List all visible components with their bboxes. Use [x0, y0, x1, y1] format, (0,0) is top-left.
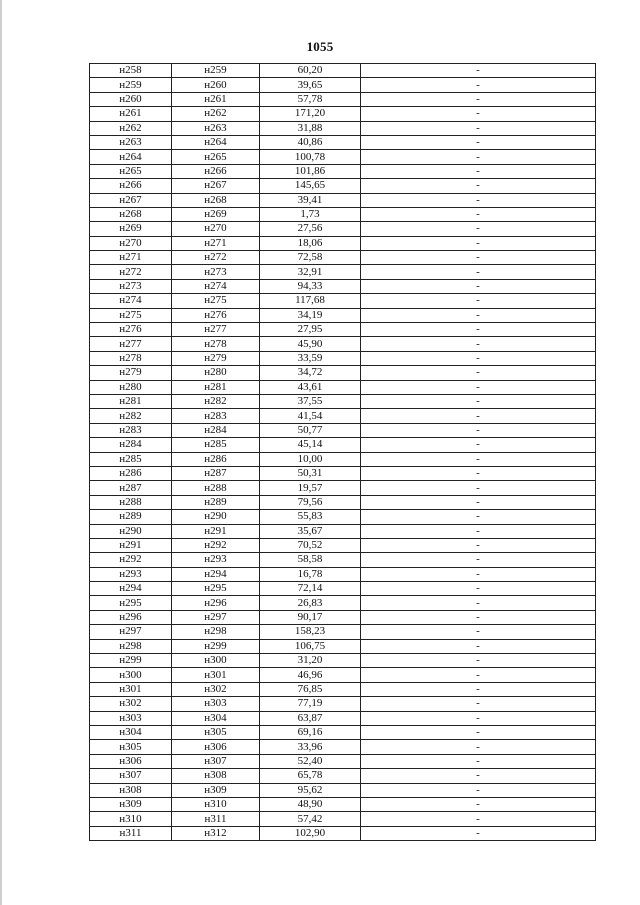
- table-row: [90, 135, 596, 149]
- to-point-cell: н304: [172, 711, 260, 725]
- to-point-cell: н308: [172, 769, 260, 783]
- length-cell: 57,78: [260, 92, 361, 106]
- from-point-cell: н305: [90, 740, 172, 754]
- note-cell: -: [361, 711, 596, 725]
- length-cell: 171,20: [260, 107, 361, 121]
- to-point-cell: н284: [172, 423, 260, 437]
- note-cell: -: [361, 740, 596, 754]
- table-row: [90, 394, 596, 408]
- to-point-cell: н299: [172, 639, 260, 653]
- to-point-cell: н295: [172, 582, 260, 596]
- note-cell: -: [361, 380, 596, 394]
- to-point-cell: н298: [172, 625, 260, 639]
- from-point-cell: н279: [90, 366, 172, 380]
- length-cell: 63,87: [260, 711, 361, 725]
- table-row: [90, 769, 596, 783]
- table-row: [90, 279, 596, 293]
- table-row: [90, 754, 596, 768]
- table-row: [90, 711, 596, 725]
- table-row: [90, 150, 596, 164]
- table-row: [90, 625, 596, 639]
- length-cell: 50,31: [260, 466, 361, 480]
- to-point-cell: н301: [172, 668, 260, 682]
- from-point-cell: н272: [90, 265, 172, 279]
- from-point-cell: н293: [90, 567, 172, 581]
- length-cell: 76,85: [260, 682, 361, 696]
- from-point-cell: н303: [90, 711, 172, 725]
- length-cell: 72,58: [260, 251, 361, 265]
- table-row: [90, 639, 596, 653]
- note-cell: -: [361, 452, 596, 466]
- table-row: [90, 783, 596, 797]
- from-point-cell: н302: [90, 697, 172, 711]
- to-point-cell: н302: [172, 682, 260, 696]
- to-point-cell: н280: [172, 366, 260, 380]
- page-number: 1055: [306, 39, 334, 54]
- from-point-cell: н306: [90, 754, 172, 768]
- note-cell: -: [361, 754, 596, 768]
- to-point-cell: н270: [172, 222, 260, 236]
- length-cell: 158,23: [260, 625, 361, 639]
- table-row: [90, 740, 596, 754]
- note-cell: -: [361, 812, 596, 826]
- table-row: [90, 251, 596, 265]
- to-point-cell: н312: [172, 826, 260, 840]
- note-cell: -: [361, 697, 596, 711]
- to-point-cell: н305: [172, 725, 260, 739]
- table-row: [90, 510, 596, 524]
- length-cell: 117,68: [260, 294, 361, 308]
- from-point-cell: н281: [90, 394, 172, 408]
- from-point-cell: н263: [90, 135, 172, 149]
- table-row: [90, 725, 596, 739]
- to-point-cell: н310: [172, 797, 260, 811]
- table-row: [90, 193, 596, 207]
- table-row: [90, 351, 596, 365]
- length-cell: 90,17: [260, 610, 361, 624]
- length-cell: 50,77: [260, 423, 361, 437]
- note-cell: -: [361, 164, 596, 178]
- table-row: [90, 78, 596, 92]
- table-row: [90, 308, 596, 322]
- length-cell: 1,73: [260, 207, 361, 221]
- table-row: [90, 107, 596, 121]
- note-cell: -: [361, 783, 596, 797]
- to-point-cell: н272: [172, 251, 260, 265]
- table-row: [90, 668, 596, 682]
- to-point-cell: н292: [172, 538, 260, 552]
- from-point-cell: н287: [90, 481, 172, 495]
- from-point-cell: н290: [90, 524, 172, 538]
- length-cell: 70,52: [260, 538, 361, 552]
- from-point-cell: н307: [90, 769, 172, 783]
- note-cell: -: [361, 351, 596, 365]
- from-point-cell: н260: [90, 92, 172, 106]
- from-point-cell: н259: [90, 78, 172, 92]
- length-cell: 65,78: [260, 769, 361, 783]
- to-point-cell: н279: [172, 351, 260, 365]
- note-cell: -: [361, 150, 596, 164]
- to-point-cell: н271: [172, 236, 260, 250]
- table-row: [90, 596, 596, 610]
- length-cell: 27,95: [260, 323, 361, 337]
- to-point-cell: н277: [172, 323, 260, 337]
- to-point-cell: н311: [172, 812, 260, 826]
- length-cell: 16,78: [260, 567, 361, 581]
- table-row: [90, 610, 596, 624]
- table-row: [90, 366, 596, 380]
- length-cell: 45,14: [260, 438, 361, 452]
- length-cell: 45,90: [260, 337, 361, 351]
- note-cell: -: [361, 567, 596, 581]
- length-cell: 35,67: [260, 524, 361, 538]
- note-cell: -: [361, 135, 596, 149]
- from-point-cell: н264: [90, 150, 172, 164]
- note-cell: -: [361, 596, 596, 610]
- table-row: [90, 207, 596, 221]
- from-point-cell: н284: [90, 438, 172, 452]
- from-point-cell: н283: [90, 423, 172, 437]
- length-cell: 43,61: [260, 380, 361, 394]
- page-left-edge: [0, 0, 2, 905]
- length-cell: 60,20: [260, 64, 361, 78]
- note-cell: -: [361, 423, 596, 437]
- table-row: [90, 538, 596, 552]
- from-point-cell: н274: [90, 294, 172, 308]
- table-row: [90, 92, 596, 106]
- note-cell: -: [361, 668, 596, 682]
- note-cell: -: [361, 826, 596, 840]
- table-row: [90, 466, 596, 480]
- to-point-cell: н266: [172, 164, 260, 178]
- note-cell: -: [361, 222, 596, 236]
- note-cell: -: [361, 481, 596, 495]
- note-cell: -: [361, 654, 596, 668]
- note-cell: -: [361, 769, 596, 783]
- note-cell: -: [361, 394, 596, 408]
- note-cell: -: [361, 797, 596, 811]
- to-point-cell: н285: [172, 438, 260, 452]
- note-cell: -: [361, 610, 596, 624]
- from-point-cell: н288: [90, 495, 172, 509]
- table-row: [90, 64, 596, 78]
- length-cell: 26,83: [260, 596, 361, 610]
- note-cell: -: [361, 337, 596, 351]
- to-point-cell: н263: [172, 121, 260, 135]
- note-cell: -: [361, 438, 596, 452]
- to-point-cell: н309: [172, 783, 260, 797]
- length-cell: 72,14: [260, 582, 361, 596]
- note-cell: -: [361, 625, 596, 639]
- length-cell: 18,06: [260, 236, 361, 250]
- from-point-cell: н278: [90, 351, 172, 365]
- from-point-cell: н275: [90, 308, 172, 322]
- note-cell: -: [361, 323, 596, 337]
- length-cell: 69,16: [260, 725, 361, 739]
- note-cell: -: [361, 510, 596, 524]
- to-point-cell: н269: [172, 207, 260, 221]
- length-cell: 48,90: [260, 797, 361, 811]
- table-row: [90, 553, 596, 567]
- table-body: [90, 64, 596, 841]
- note-cell: -: [361, 553, 596, 567]
- length-cell: 40,86: [260, 135, 361, 149]
- to-point-cell: н290: [172, 510, 260, 524]
- to-point-cell: н293: [172, 553, 260, 567]
- from-point-cell: н258: [90, 64, 172, 78]
- to-point-cell: н283: [172, 409, 260, 423]
- from-point-cell: н266: [90, 179, 172, 193]
- table-row: [90, 337, 596, 351]
- table-row: [90, 409, 596, 423]
- note-cell: -: [361, 639, 596, 653]
- table-row: [90, 812, 596, 826]
- table-row: [90, 121, 596, 135]
- from-point-cell: н262: [90, 121, 172, 135]
- to-point-cell: н261: [172, 92, 260, 106]
- to-point-cell: н289: [172, 495, 260, 509]
- from-point-cell: н308: [90, 783, 172, 797]
- note-cell: -: [361, 236, 596, 250]
- length-cell: 10,00: [260, 452, 361, 466]
- from-point-cell: н295: [90, 596, 172, 610]
- from-point-cell: н294: [90, 582, 172, 596]
- to-point-cell: н273: [172, 265, 260, 279]
- to-point-cell: н303: [172, 697, 260, 711]
- length-cell: 33,96: [260, 740, 361, 754]
- length-cell: 39,65: [260, 78, 361, 92]
- to-point-cell: н264: [172, 135, 260, 149]
- length-cell: 33,59: [260, 351, 361, 365]
- table-row: [90, 682, 596, 696]
- note-cell: -: [361, 265, 596, 279]
- to-point-cell: н260: [172, 78, 260, 92]
- length-cell: 55,83: [260, 510, 361, 524]
- table-row: [90, 438, 596, 452]
- table-row: [90, 323, 596, 337]
- table-row: [90, 179, 596, 193]
- table-row: [90, 582, 596, 596]
- length-cell: 32,91: [260, 265, 361, 279]
- coordinates-table: [89, 63, 596, 841]
- from-point-cell: н298: [90, 639, 172, 653]
- to-point-cell: н306: [172, 740, 260, 754]
- from-point-cell: н297: [90, 625, 172, 639]
- to-point-cell: н297: [172, 610, 260, 624]
- table-row: [90, 164, 596, 178]
- from-point-cell: н304: [90, 725, 172, 739]
- from-point-cell: н269: [90, 222, 172, 236]
- note-cell: -: [361, 279, 596, 293]
- table-row: [90, 380, 596, 394]
- from-point-cell: н309: [90, 797, 172, 811]
- note-cell: -: [361, 582, 596, 596]
- length-cell: 101,86: [260, 164, 361, 178]
- to-point-cell: н267: [172, 179, 260, 193]
- table-row: [90, 423, 596, 437]
- from-point-cell: н310: [90, 812, 172, 826]
- note-cell: -: [361, 538, 596, 552]
- note-cell: -: [361, 308, 596, 322]
- to-point-cell: н282: [172, 394, 260, 408]
- to-point-cell: н307: [172, 754, 260, 768]
- from-point-cell: н289: [90, 510, 172, 524]
- note-cell: -: [361, 725, 596, 739]
- length-cell: 31,88: [260, 121, 361, 135]
- table-row: [90, 826, 596, 840]
- table-row: [90, 481, 596, 495]
- to-point-cell: н262: [172, 107, 260, 121]
- to-point-cell: н275: [172, 294, 260, 308]
- table-row: [90, 567, 596, 581]
- from-point-cell: н276: [90, 323, 172, 337]
- length-cell: 31,20: [260, 654, 361, 668]
- from-point-cell: н285: [90, 452, 172, 466]
- length-cell: 100,78: [260, 150, 361, 164]
- note-cell: -: [361, 92, 596, 106]
- table-row: [90, 222, 596, 236]
- note-cell: -: [361, 107, 596, 121]
- note-cell: -: [361, 64, 596, 78]
- note-cell: -: [361, 682, 596, 696]
- note-cell: -: [361, 409, 596, 423]
- note-cell: -: [361, 207, 596, 221]
- to-point-cell: н287: [172, 466, 260, 480]
- to-point-cell: н294: [172, 567, 260, 581]
- to-point-cell: н274: [172, 279, 260, 293]
- length-cell: 102,90: [260, 826, 361, 840]
- from-point-cell: н277: [90, 337, 172, 351]
- table-row: [90, 236, 596, 250]
- note-cell: -: [361, 466, 596, 480]
- to-point-cell: н268: [172, 193, 260, 207]
- length-cell: 19,57: [260, 481, 361, 495]
- to-point-cell: н296: [172, 596, 260, 610]
- length-cell: 94,33: [260, 279, 361, 293]
- table-row: [90, 654, 596, 668]
- to-point-cell: н288: [172, 481, 260, 495]
- note-cell: -: [361, 366, 596, 380]
- length-cell: 77,19: [260, 697, 361, 711]
- to-point-cell: н278: [172, 337, 260, 351]
- length-cell: 37,55: [260, 394, 361, 408]
- from-point-cell: н282: [90, 409, 172, 423]
- length-cell: 34,72: [260, 366, 361, 380]
- from-point-cell: н273: [90, 279, 172, 293]
- from-point-cell: н291: [90, 538, 172, 552]
- from-point-cell: н296: [90, 610, 172, 624]
- table-row: [90, 495, 596, 509]
- from-point-cell: н265: [90, 164, 172, 178]
- from-point-cell: н267: [90, 193, 172, 207]
- length-cell: 27,56: [260, 222, 361, 236]
- to-point-cell: н281: [172, 380, 260, 394]
- from-point-cell: н301: [90, 682, 172, 696]
- length-cell: 58,58: [260, 553, 361, 567]
- from-point-cell: н311: [90, 826, 172, 840]
- length-cell: 52,40: [260, 754, 361, 768]
- to-point-cell: н265: [172, 150, 260, 164]
- length-cell: 106,75: [260, 639, 361, 653]
- to-point-cell: н300: [172, 654, 260, 668]
- table-row: [90, 697, 596, 711]
- length-cell: 79,56: [260, 495, 361, 509]
- from-point-cell: н271: [90, 251, 172, 265]
- to-point-cell: н291: [172, 524, 260, 538]
- note-cell: -: [361, 251, 596, 265]
- table-row: [90, 452, 596, 466]
- length-cell: 41,54: [260, 409, 361, 423]
- note-cell: -: [361, 524, 596, 538]
- length-cell: 57,42: [260, 812, 361, 826]
- length-cell: 46,96: [260, 668, 361, 682]
- to-point-cell: н286: [172, 452, 260, 466]
- from-point-cell: н300: [90, 668, 172, 682]
- length-cell: 95,62: [260, 783, 361, 797]
- table-row: [90, 524, 596, 538]
- length-cell: 145,65: [260, 179, 361, 193]
- from-point-cell: н299: [90, 654, 172, 668]
- from-point-cell: н292: [90, 553, 172, 567]
- table-row: [90, 265, 596, 279]
- note-cell: -: [361, 78, 596, 92]
- note-cell: -: [361, 193, 596, 207]
- to-point-cell: н259: [172, 64, 260, 78]
- to-point-cell: н276: [172, 308, 260, 322]
- note-cell: -: [361, 294, 596, 308]
- from-point-cell: н270: [90, 236, 172, 250]
- from-point-cell: н268: [90, 207, 172, 221]
- table-row: [90, 797, 596, 811]
- length-cell: 34,19: [260, 308, 361, 322]
- note-cell: -: [361, 179, 596, 193]
- note-cell: -: [361, 121, 596, 135]
- length-cell: 39,41: [260, 193, 361, 207]
- table-row: [90, 294, 596, 308]
- from-point-cell: н280: [90, 380, 172, 394]
- from-point-cell: н261: [90, 107, 172, 121]
- from-point-cell: н286: [90, 466, 172, 480]
- note-cell: -: [361, 495, 596, 509]
